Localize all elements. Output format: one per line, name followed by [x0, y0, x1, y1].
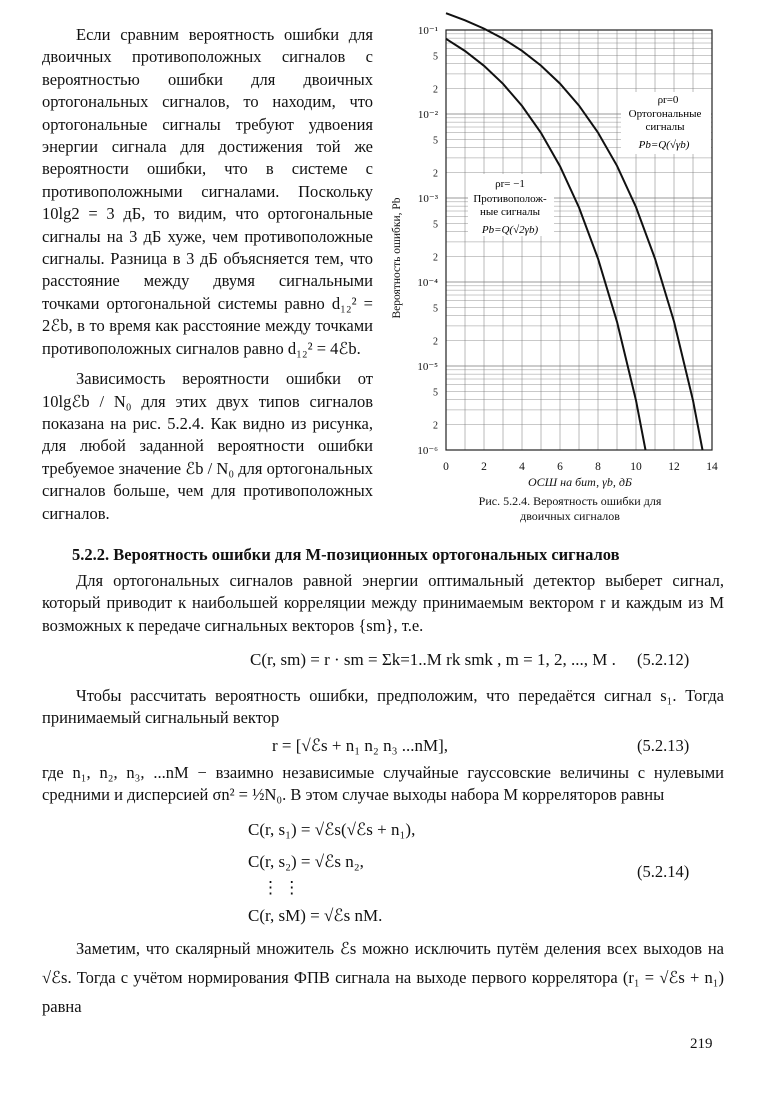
page-number: 219: [690, 1036, 713, 1052]
y-tick-label: 10⁻⁵: [417, 361, 438, 373]
y-tick-label: 5: [433, 135, 438, 147]
equation-5-2-13: r = [√ℰs + n₁ n₂ n₃ ...nM],: [272, 736, 449, 755]
y-tick-label: 10⁻⁶: [417, 445, 438, 457]
equation-5-2-14-line2: C(r, s₂) = √ℰs n₂,: [248, 852, 364, 871]
caption-line-2: двоичных сигналов: [520, 509, 620, 523]
x-tick-label: 6: [557, 461, 563, 473]
x-tick-label: 4: [519, 461, 525, 473]
equation-5-2-14-line1: C(r, s₁) = √ℰs(√ℰs + n₁),: [248, 820, 416, 839]
equation-number-5-2-14: (5.2.14): [637, 862, 690, 881]
y-tick-label: 2: [433, 252, 438, 264]
x-tick-label: 14: [706, 461, 718, 473]
y-tick-label: 5: [433, 303, 438, 315]
y-tick-label: 10⁻²: [417, 109, 438, 121]
equation-5-2-14-line3: ⋮ ⋮: [262, 878, 301, 897]
annot-anti-rho: ρr= −1: [495, 178, 525, 190]
paragraph-figure-reference: Зависимость вероятности ошибки от 10lgℰb / N₀ для этих двух типов сигналов показана на рис. 5.2.4. Как видно из рисунка, для любой заданной вероятности ошибки требуемое значение ℰb / N₀ для ортогональных сигналов больше, чем для противоположных сигналов.: [42, 369, 373, 523]
y-tick-label: 2: [433, 84, 438, 96]
y-tick-label: 10⁻³: [417, 193, 438, 205]
paragraph-comparison: Если сравним вероятность ошибки для двоичных противоположных сигналов с вероятностью ошибки для двоичных ортогональных сигналов, то находим, что ортогональные сигналы требуют удвоения энергии сигнала для достижения той же вероятности ошибки, что в системе с противоположными сигналами. Поскольку 10lg2 = 3 дБ, то видим, что ортогональные сигналы на 3 дБ хуже, чем противоположные сигналы. Разница в 3 дБ объясняется тем, что расстояние между двумя сигнальными точками ортогональной системы равно d₁₂² = 2ℰb, в то время как расстояние между точками противоположных сигналов равно d₁₂² = 4ℰb.: [42, 25, 373, 358]
section-paragraph-3: где n₁, n₂, n₃, ...nM − взаимно независимые случайные гауссовские величины с нулевыми средними и дисперсией σn² = ½N₀. В этом случае выходы набора M корреляторов равны: [42, 763, 724, 805]
caption-line-1: Рис. 5.2.4. Вероятность ошибки для: [478, 494, 662, 508]
section-paragraph-4: Заметим, что скалярный множитель ℰs можно исключить путём деления всех выходов на √ℰs. Тогда с учётом нормирования ФПВ сигнала на выходе первого коррелятора (r₁ = √ℰs + n₁) равна: [42, 939, 724, 1016]
annot-anti-name2: ные сигналы: [480, 206, 540, 218]
y-tick-label: 10⁻⁴: [417, 277, 438, 289]
annot-anti-formula: Pb=Q(√2γb): [481, 224, 539, 236]
x-tick-label: 10: [630, 461, 642, 473]
annot-orth-rho: ρr=0: [657, 94, 679, 106]
y-tick-label: 5: [433, 219, 438, 231]
annot-orth-name2: сигналы: [645, 121, 685, 133]
annot-orth-formula: Pb=Q(√γb): [638, 139, 690, 151]
section-title: 5.2.2. Вероятность ошибки для M-позиционных ортогональных сигналов: [72, 545, 620, 564]
y-tick-label: 5: [433, 387, 438, 399]
equation-5-2-12: C(r, sm) = r · sm = Σk=1..M rk smk , m = 1, 2, ..., M .: [250, 650, 616, 669]
error-probability-chart: [380, 16, 730, 473]
section-paragraph-2: Чтобы рассчитать вероятность ошибки, предположим, что передаётся сигнал s₁. Тогда принимаемый сигнальный вектор: [42, 686, 724, 728]
y-axis-label: Вероятность ошибки, Pb: [391, 197, 403, 319]
y-tick-label: 2: [433, 336, 438, 348]
equation-number-5-2-13: (5.2.13): [637, 736, 690, 755]
equation-number-5-2-12: (5.2.12): [637, 650, 690, 669]
x-tick-label: 0: [443, 461, 449, 473]
equation-5-2-14-line4: C(r, sM) = √ℰs nM.: [248, 906, 383, 925]
y-tick-labels: [417, 25, 438, 457]
x-tick-label: 12: [668, 461, 680, 473]
y-tick-label: 2: [433, 420, 438, 432]
y-tick-label: 2: [433, 168, 438, 180]
annot-anti-name: Противополож-: [473, 193, 547, 205]
x-tick-labels: [443, 461, 718, 473]
y-tick-label: 10⁻¹: [417, 25, 438, 37]
x-tick-label: 2: [481, 461, 487, 473]
antipodal-curve: [446, 39, 646, 450]
figure-xlabel: ОСШ на бит, γb, дБ: [527, 475, 632, 489]
x-tick-label: 8: [595, 461, 601, 473]
figure-caption: [450, 494, 690, 524]
annot-orth-name: Ортогональные: [628, 108, 702, 120]
y-tick-label: 5: [433, 51, 438, 63]
left-text-column: [42, 24, 373, 525]
section-paragraph-1: Для ортогональных сигналов равной энергии оптимальный детектор выберет сигнал, который приводит к наибольшей корреляции между принимаемым вектором r и каждым из M возможных к передаче сигнальных векторов {sm}, т.е.: [42, 571, 724, 635]
